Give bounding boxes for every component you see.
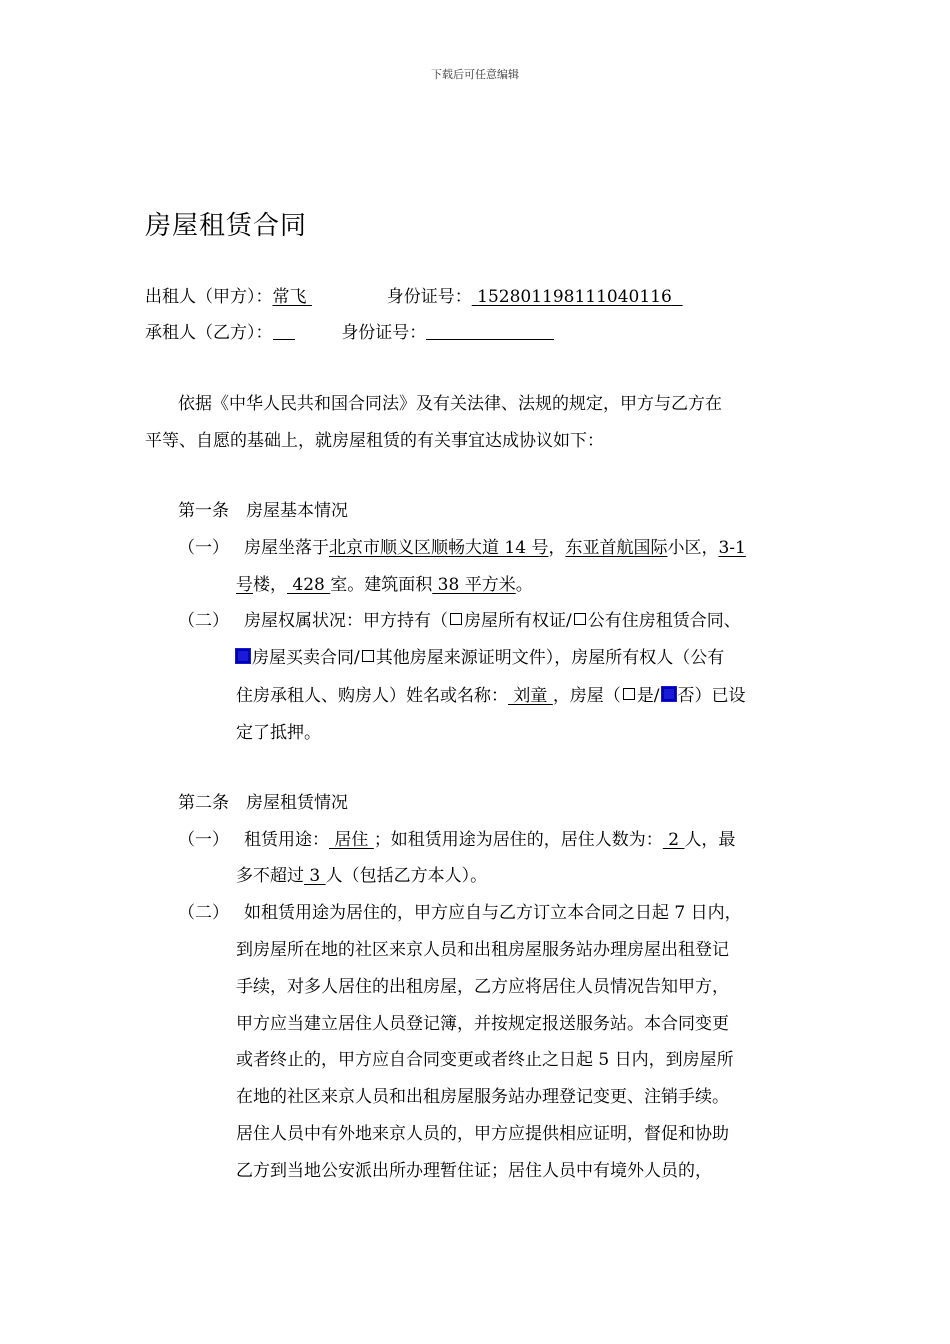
- article2-item2-line4: 甲方应当建立居住人员登记簿，并按规定报送服务站。本合同变更: [236, 1014, 729, 1034]
- article2-item1-line2: 多不超过 3 人（包括乙方本人）。: [236, 866, 488, 886]
- checkbox-mortgage-yes[interactable]: [623, 688, 635, 700]
- building-number: 3-1: [718, 538, 746, 558]
- checkbox-other-proof[interactable]: [362, 650, 374, 662]
- article2-item2-line6: 在地的社区来京人员和出租房屋服务站办理登记变更、注销手续。: [236, 1087, 729, 1107]
- room-number: 428: [287, 575, 331, 595]
- building-number-suffix: 号: [236, 575, 253, 595]
- lessor-id: 152801198111040116: [477, 287, 672, 307]
- article2-item2-line8: 乙方到当地公安派出所办理暂住证；居住人员中有境外人员的，: [236, 1161, 712, 1181]
- preamble-line-1: 依据《中华人民共和国合同法》及有关法律、法规的规定，甲方与乙方在: [178, 394, 722, 414]
- article2-heading: 第二条 房屋租赁情况: [178, 793, 348, 813]
- checkbox-ownership-cert[interactable]: [450, 613, 462, 625]
- article2-item2-line1: （二） 如租赁用途为居住的，甲方应自与乙方订立本合同之日起 7 日内，: [178, 903, 742, 923]
- article1-heading: 第一条 房屋基本情况: [178, 501, 348, 521]
- article2-item2-line2: 到房屋所在地的社区来京人员和出租房屋服务站办理房屋出租登记: [236, 940, 729, 960]
- item-number: （二）: [178, 903, 229, 923]
- property-address: 北京市顺义区顺畅大道 14 号: [329, 538, 549, 558]
- lessor-name: 常飞: [272, 287, 307, 307]
- checkbox-purchase-contract-checked[interactable]: [235, 648, 251, 664]
- item-number: （二）: [178, 611, 229, 631]
- item-number: （一）: [178, 538, 229, 558]
- lessor-id-label: 身份证号：: [386, 287, 472, 307]
- article2-item2-line7: 居住人员中有外地来京人员的，甲方应提供相应证明，督促和协助: [236, 1124, 729, 1144]
- lessee-id-blank: [426, 323, 554, 340]
- lessee-label: 承租人（乙方）：: [145, 323, 273, 343]
- lessee-id-label: 身份证号：: [341, 323, 427, 343]
- article2-item1-line1: （一） 租赁用途： 居住 ；如租赁用途为居住的，居住人数为： 2 人，最: [178, 830, 736, 850]
- article2-item2-line3: 手续，对多人居住的出租房屋，乙方应将居住人员情况告知甲方，: [236, 977, 729, 997]
- preamble-line-2: 平等、自愿的基础上，就房屋租赁的有关事宜达成协议如下：: [145, 431, 604, 451]
- resident-count: 2: [662, 830, 685, 850]
- header-note: 下载后可任意编辑: [431, 68, 519, 81]
- article1-item2-line2: 房屋买卖合同/ 其他房屋来源证明文件），房屋所有权人（公有: [234, 648, 724, 668]
- item-number: （一）: [178, 830, 229, 850]
- max-residents: 3: [304, 866, 326, 886]
- lessee-name-blank: [273, 323, 295, 340]
- owner-name: 刘童: [508, 686, 553, 706]
- community-name: 东亚首航国际: [565, 538, 668, 558]
- checkbox-public-housing-lease[interactable]: [574, 613, 586, 625]
- lessor-line: [145, 287, 683, 307]
- lessee-line: [145, 323, 554, 343]
- document-title: 房屋租赁合同: [145, 211, 308, 241]
- article2-item2-line5: 或者终止的，甲方应自合同变更或者终止之日起 5 日内，到房屋所: [236, 1050, 734, 1070]
- article1-item1-line1: （一） 房屋坐落于北京市顺义区顺畅大道 14 号，东亚首航国际小区，3-1: [178, 538, 746, 558]
- floor-area: 38 平方米: [432, 575, 516, 595]
- article1-item2-line3: 住房承租人、购房人）姓名或名称： 刘童 ，房屋（ 是/ 否）已设: [236, 686, 746, 706]
- article1-item2-line4: 定了抵押。: [236, 723, 321, 743]
- lessor-label: 出租人（甲方）：: [145, 287, 273, 307]
- lease-purpose: 居住: [329, 830, 374, 850]
- article1-item1-line2: 号楼， 428 室。建筑面积 38 平方米。: [236, 575, 533, 595]
- article1-item2-line1: （二） 房屋权属状况：甲方持有（ 房屋所有权证/ 公有住房租赁合同、: [178, 611, 741, 631]
- checkbox-mortgage-no-checked[interactable]: [661, 686, 677, 702]
